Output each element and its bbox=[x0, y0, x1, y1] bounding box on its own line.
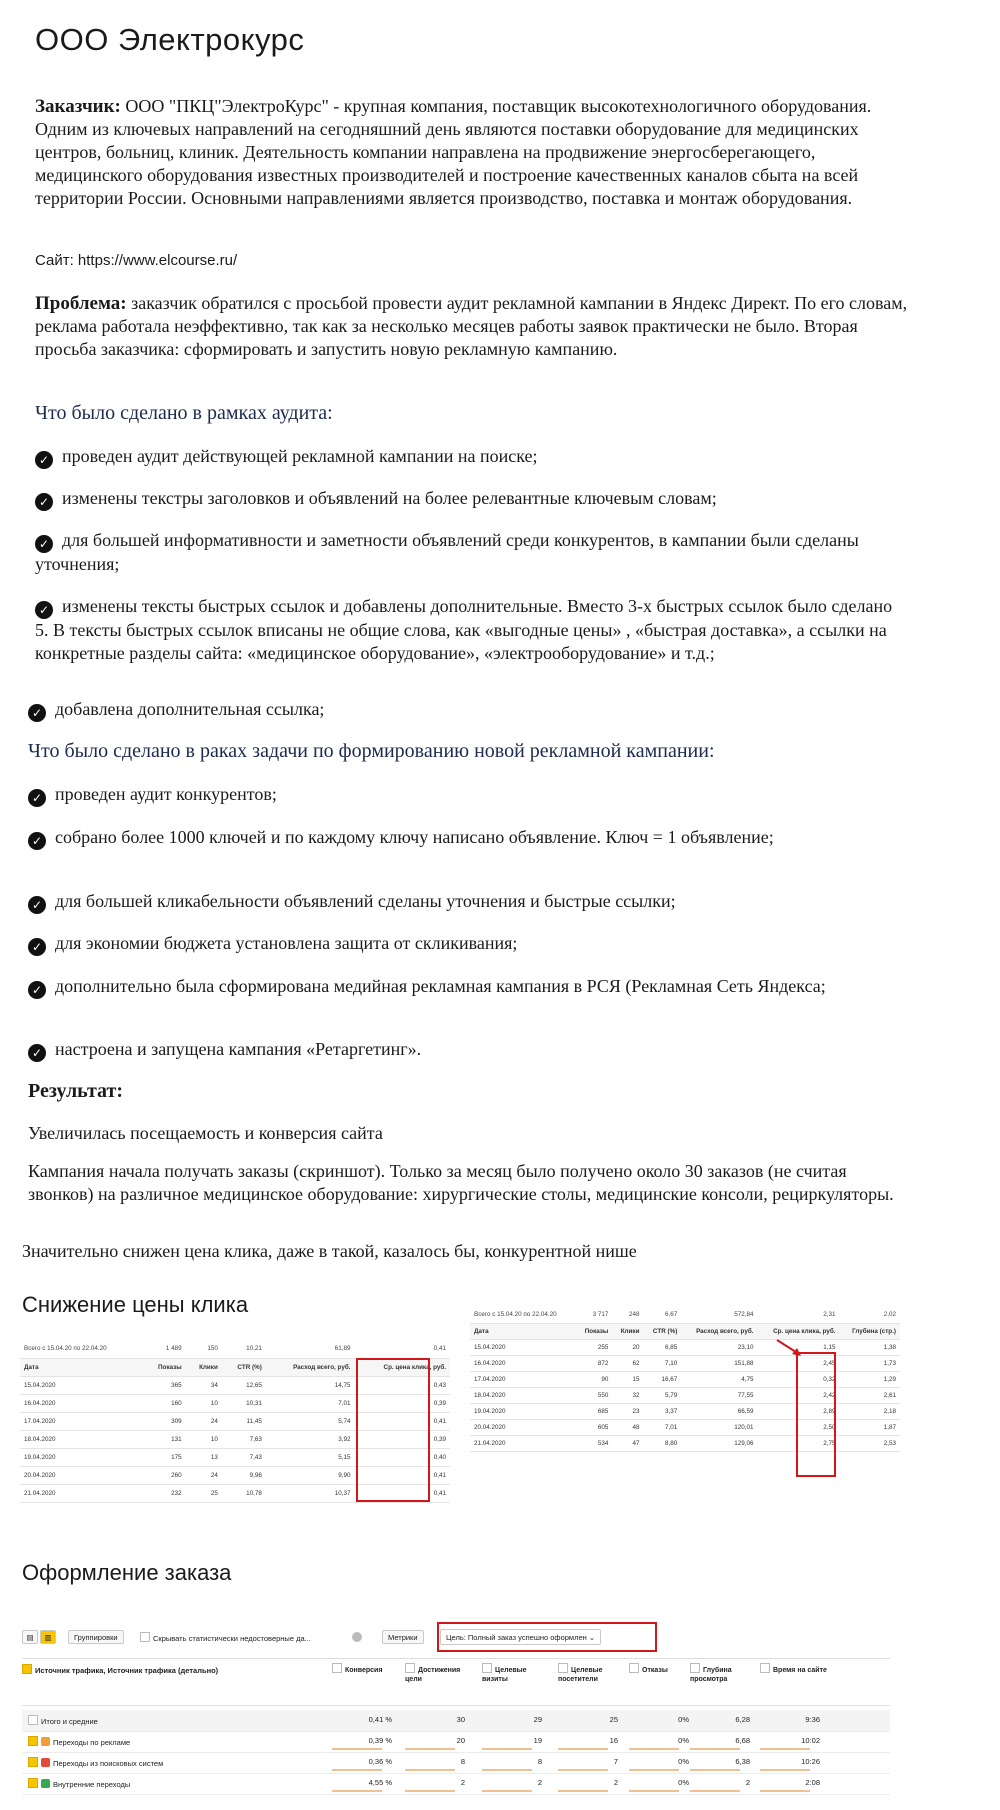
table-cell: 550 bbox=[576, 1387, 613, 1403]
checkbox[interactable] bbox=[28, 1757, 38, 1767]
column-header[interactable] bbox=[760, 1663, 828, 1675]
value-bar bbox=[760, 1769, 810, 1771]
table-cell: CTR (%) bbox=[643, 1323, 681, 1339]
checkbox[interactable] bbox=[22, 1664, 32, 1674]
row-name bbox=[28, 1715, 98, 1726]
table-cell: 0,41 bbox=[354, 1412, 450, 1430]
newcampaign-item-text: настроена и запущена кампания «Ретаргетинг». bbox=[55, 1039, 422, 1059]
table-cell: 2,31 bbox=[757, 1307, 839, 1323]
audit-item-4 bbox=[35, 595, 895, 665]
table-cell: 2 bbox=[745, 1778, 750, 1787]
table-cell: 3 717 bbox=[576, 1307, 613, 1323]
table-cell: 16,67 bbox=[643, 1371, 681, 1387]
table-cell: 3,92 bbox=[266, 1430, 355, 1448]
check-icon: ✓ bbox=[28, 1044, 46, 1062]
table-cell: 6,68 bbox=[735, 1736, 750, 1745]
checkbox[interactable] bbox=[558, 1663, 568, 1673]
table-row[interactable] bbox=[22, 1752, 890, 1774]
value-bar bbox=[690, 1790, 740, 1792]
table-cell: 19.04.2020 bbox=[470, 1403, 576, 1419]
table-cell: 6,38 bbox=[735, 1757, 750, 1766]
column-header[interactable] bbox=[482, 1663, 550, 1684]
table-cell: 47 bbox=[612, 1435, 643, 1451]
table-cell: 1 489 bbox=[143, 1340, 186, 1358]
source-icon bbox=[41, 1737, 50, 1746]
table-cell: 2,42 bbox=[757, 1387, 839, 1403]
audit-item-text: изменены текстры заголовков и объявлений на более релевантные ключевым словам; bbox=[62, 488, 717, 508]
metrics-button[interactable]: Метрики bbox=[382, 1630, 424, 1644]
table-cell: 0,39 % bbox=[368, 1736, 392, 1745]
check-icon: ✓ bbox=[35, 451, 53, 469]
table-cell: 2,75 bbox=[757, 1435, 839, 1451]
newcampaign-item-3 bbox=[28, 890, 888, 914]
table-cell: 10,31 bbox=[222, 1394, 266, 1412]
check-icon: ✓ bbox=[28, 789, 46, 807]
table-cell: 19 bbox=[533, 1736, 542, 1745]
newcampaign-item-2 bbox=[28, 826, 888, 850]
table-row[interactable] bbox=[22, 1731, 890, 1753]
newcampaign-item-text: дополнительно была сформирована медийная рекламная кампания в РСЯ (Рекламная Сеть Яндекса; bbox=[55, 976, 826, 996]
table-cell: 129,06 bbox=[681, 1435, 757, 1451]
audit-item-5 bbox=[28, 698, 888, 722]
table-cell: 12,65 bbox=[222, 1376, 266, 1394]
table-cell: 0,39 bbox=[354, 1430, 450, 1448]
table-cell: Показы bbox=[576, 1323, 613, 1339]
value-bar bbox=[332, 1769, 382, 1771]
table-cell: 2 bbox=[537, 1778, 542, 1787]
table-cell: 120,01 bbox=[681, 1419, 757, 1435]
result-p3: Значительно снижен цена клика, даже в такой, казалось бы, конкурентной нише bbox=[22, 1241, 637, 1261]
table-cell: 24 bbox=[186, 1466, 222, 1484]
table-cell: 175 bbox=[143, 1448, 186, 1466]
table-cell: 6,28 bbox=[735, 1715, 750, 1724]
value-bar bbox=[760, 1790, 810, 1792]
table-cell: 29 bbox=[533, 1715, 542, 1724]
table-cell: 255 bbox=[576, 1339, 613, 1355]
table-cell: 0,41 bbox=[354, 1340, 450, 1358]
gear-icon[interactable] bbox=[352, 1632, 362, 1642]
value-bar bbox=[482, 1769, 532, 1771]
table-cell: 7,43 bbox=[222, 1448, 266, 1466]
table-cell: 10,78 bbox=[222, 1484, 266, 1502]
table-cell: 0% bbox=[678, 1778, 689, 1787]
result-p1: Увеличилась посещаемость и конверсия сайта bbox=[28, 1123, 383, 1143]
table-cell: 34 bbox=[186, 1376, 222, 1394]
highlight-box bbox=[356, 1358, 430, 1502]
column-header[interactable] bbox=[558, 1663, 626, 1684]
hide-stats-label: Скрывать статистически недостоверные да... bbox=[153, 1634, 311, 1643]
value-bar bbox=[629, 1748, 679, 1750]
table-cell: Показы bbox=[143, 1358, 186, 1376]
table-cell: 10,21 bbox=[222, 1340, 266, 1358]
table-cell: 9:36 bbox=[805, 1715, 820, 1724]
row-label: Итого и средние bbox=[41, 1717, 98, 1726]
dimension-header[interactable] bbox=[22, 1664, 218, 1675]
table-cell: 309 bbox=[143, 1412, 186, 1430]
highlight-box bbox=[437, 1622, 657, 1652]
table-cell: 0,41 % bbox=[368, 1715, 392, 1724]
chevron-down-icon: ⌄ bbox=[588, 1633, 596, 1642]
table-cell: 0,43 bbox=[354, 1376, 450, 1394]
value-bar bbox=[558, 1769, 608, 1771]
cpc-heading: Снижение цены клика bbox=[22, 1292, 249, 1317]
value-bar bbox=[558, 1790, 608, 1792]
table-cell: Глубина (стр.) bbox=[840, 1323, 900, 1339]
table-cell: 20.04.2020 bbox=[470, 1419, 576, 1435]
table-cell: Клики bbox=[612, 1323, 643, 1339]
table-cell: 1,73 bbox=[840, 1355, 900, 1371]
table-cell: 260 bbox=[143, 1466, 186, 1484]
source-icon bbox=[41, 1779, 50, 1788]
table-cell: 20 bbox=[612, 1339, 643, 1355]
table-cell: 2,45 bbox=[757, 1355, 839, 1371]
table-cell: 2 bbox=[460, 1778, 465, 1787]
table-cell: 0% bbox=[678, 1736, 689, 1745]
checkbox[interactable] bbox=[28, 1736, 38, 1746]
table-cell: 7,10 bbox=[643, 1355, 681, 1371]
table-cell: 8,80 bbox=[643, 1435, 681, 1451]
table-cell: Всего с 15.04.20 по 22.04.20 bbox=[20, 1340, 143, 1358]
table-cell: 150 bbox=[186, 1340, 222, 1358]
newcampaign-item-text: для экономии бюджета установлена защита от скликивания; bbox=[55, 933, 518, 953]
page-title: ООО Электрокурс bbox=[35, 22, 305, 57]
table-cell: 15.04.2020 bbox=[20, 1376, 143, 1394]
table-cell: Расход всего, руб. bbox=[266, 1358, 355, 1376]
site-link[interactable]: Сайт: https://www.elcourse.ru/ bbox=[35, 252, 238, 269]
checkbox[interactable] bbox=[760, 1663, 770, 1673]
table-cell: 10:02 bbox=[801, 1736, 820, 1745]
table-cell: 17.04.2020 bbox=[470, 1371, 576, 1387]
dimension-header-label: Источник трафика, Источник трафика (детально) bbox=[35, 1666, 219, 1675]
column-header-label: Достижения цели bbox=[405, 1667, 461, 1683]
check-icon: ✓ bbox=[28, 704, 46, 722]
row-name bbox=[28, 1757, 163, 1768]
value-bar bbox=[405, 1790, 455, 1792]
table-cell: 0,40 bbox=[354, 1448, 450, 1466]
audit-item-1 bbox=[35, 445, 895, 469]
metrika-report bbox=[0, 1620, 1000, 1810]
value-bar bbox=[760, 1748, 810, 1750]
table-cell: 534 bbox=[576, 1435, 613, 1451]
cpc-table-left bbox=[20, 1340, 450, 1503]
checkbox[interactable] bbox=[629, 1663, 639, 1673]
check-icon: ✓ bbox=[28, 981, 46, 999]
column-header-label: Время на сайте bbox=[773, 1667, 827, 1674]
newcampaign-heading: Что было сделано в раках задачи по формированию новой рекламной кампании: bbox=[28, 740, 715, 762]
column-header-label: Глубина просмотра bbox=[690, 1667, 732, 1683]
checkbox[interactable] bbox=[28, 1778, 38, 1788]
result-p2: Кампания начала получать заказы (скриншот). Только за месяц было получено около 30 заказов (не считая звонков) на различное медицинское оборудование: хирургические столы, медицинские консоли, рециркуляторы. bbox=[28, 1161, 894, 1204]
order-heading: Оформление заказа bbox=[22, 1560, 232, 1585]
newcampaign-item-1 bbox=[28, 783, 888, 807]
checkbox[interactable] bbox=[332, 1663, 342, 1673]
check-icon: ✓ bbox=[35, 535, 53, 553]
table-cell: 16.04.2020 bbox=[20, 1394, 143, 1412]
newcampaign-item-text: проведен аудит конкурентов; bbox=[55, 784, 277, 804]
hide-stats-toggle[interactable] bbox=[140, 1632, 311, 1643]
newcampaign-item-text: собрано более 1000 ключей и по каждому ключу написано объявление. Ключ = 1 объявление; bbox=[55, 827, 774, 847]
table-cell: 10 bbox=[186, 1430, 222, 1448]
value-bar bbox=[405, 1769, 455, 1771]
red-arrow-icon bbox=[775, 1337, 805, 1359]
result-heading: Результат: bbox=[28, 1080, 124, 1102]
value-bar bbox=[558, 1748, 608, 1750]
table-cell: 572,84 bbox=[681, 1307, 757, 1323]
value-bar bbox=[332, 1790, 382, 1792]
audit-item-3 bbox=[35, 529, 895, 576]
table-cell: 66,59 bbox=[681, 1403, 757, 1419]
table-cell: 20.04.2020 bbox=[20, 1466, 143, 1484]
table-cell: 2,18 bbox=[840, 1403, 900, 1419]
table-cell: 9,96 bbox=[222, 1466, 266, 1484]
table-cell: 5,15 bbox=[266, 1448, 355, 1466]
table-view-icon[interactable]: ▤ bbox=[22, 1630, 38, 1644]
table-cell: 11,45 bbox=[222, 1412, 266, 1430]
value-bar bbox=[690, 1748, 740, 1750]
table-cell: 0,41 bbox=[354, 1484, 450, 1502]
checkbox[interactable] bbox=[28, 1715, 38, 1725]
audit-item-text: изменены тексты быстрых ссылок и добавлены дополнительные. Вместо 3-х быстрых ссылок было сделано 5. В тексты быстрых ссылок вписаны не общие слова, как «выгодные цены» , «быстрая доставка», а ссылки на конкретные разделы сайта: «медицинское оборудование», «электрооборудование» и т.д.; bbox=[35, 596, 893, 663]
table-cell: 77,55 bbox=[681, 1387, 757, 1403]
table-cell: 6,67 bbox=[643, 1307, 681, 1323]
row-label: Переходы по рекламе bbox=[53, 1738, 131, 1747]
chart-view-icon[interactable]: ▥ bbox=[40, 1630, 56, 1644]
table-cell: 10:26 bbox=[801, 1757, 820, 1766]
row-label: Внутренние переходы bbox=[53, 1780, 131, 1789]
column-header[interactable] bbox=[690, 1663, 758, 1684]
table-cell: 4,55 % bbox=[368, 1778, 392, 1787]
column-header[interactable] bbox=[629, 1663, 697, 1675]
table-cell: 2,02 bbox=[840, 1307, 900, 1323]
cpc-table-right bbox=[470, 1307, 900, 1452]
row-label: Переходы из поисковых систем bbox=[53, 1759, 164, 1768]
client-text: ООО "ПКЦ"ЭлектроКурс" - крупная компания, поставщик высокотехнологичного оборудования. Одним из ключевых направлений на сегодняшний день являются поставки оборудование для медицинских центров, больниц, клиник. Деятельность компании направлена на продвижение энергосберегающего, медицинского оборудования известных производителей и построение качественных каналов сбыта на всей территории России. Основными направлениями является производство, поставка и монтаж оборудования. bbox=[35, 96, 872, 208]
table-cell: 151,88 bbox=[681, 1355, 757, 1371]
newcampaign-item-4 bbox=[28, 932, 888, 956]
table-cell: 5,79 bbox=[643, 1387, 681, 1403]
table-cell: 605 bbox=[576, 1419, 613, 1435]
table-cell: 48 bbox=[612, 1419, 643, 1435]
group-button[interactable]: Группировки bbox=[68, 1630, 124, 1644]
audit-item-text: проведен аудит действующей рекламной кампании на поиске; bbox=[62, 446, 538, 466]
checkbox[interactable] bbox=[690, 1663, 700, 1673]
table-cell: 20 bbox=[456, 1736, 465, 1745]
audit-item-text: для большей информативности и заметности объявлений среди конкурентов, в кампании были сделаны уточнения; bbox=[35, 530, 859, 574]
row-name bbox=[28, 1736, 130, 1747]
table-cell: 62 bbox=[612, 1355, 643, 1371]
table-cell: 248 bbox=[612, 1307, 643, 1323]
table-cell: 23 bbox=[612, 1403, 643, 1419]
problem-text: заказчик обратился с просьбой провести аудит рекламной кампании в Яндекс Директ. По его словам, реклама работала неэффективно, так как за несколько месяцев работы заявок практически не было. Вторая просьба заказчика: сформировать и запустить новую рекламную кампанию. bbox=[35, 293, 908, 359]
column-header-label: Отказы bbox=[642, 1667, 668, 1674]
table-cell: Ср. цена клика, руб. bbox=[757, 1323, 839, 1339]
table-cell: 10,37 bbox=[266, 1484, 355, 1502]
table-cell: 131 bbox=[143, 1430, 186, 1448]
table-cell: 21.04.2020 bbox=[470, 1435, 576, 1451]
column-header-label: Целевые визиты bbox=[482, 1667, 527, 1683]
table-cell: 10 bbox=[186, 1394, 222, 1412]
table-cell: 24 bbox=[186, 1412, 222, 1430]
table-cell: 872 bbox=[576, 1355, 613, 1371]
value-bar bbox=[482, 1790, 532, 1792]
client-label: Заказчик: bbox=[35, 96, 121, 117]
table-cell: Всего с 15.04.20 по 22.04.20 bbox=[470, 1307, 576, 1323]
table-cell: 18.04.2020 bbox=[470, 1387, 576, 1403]
table-cell: Клики bbox=[186, 1358, 222, 1376]
table-cell: 0,39 bbox=[354, 1394, 450, 1412]
table-cell: 365 bbox=[143, 1376, 186, 1394]
table-cell: 0% bbox=[678, 1757, 689, 1766]
metrika-header bbox=[22, 1658, 890, 1706]
source-icon bbox=[41, 1758, 50, 1767]
column-header[interactable] bbox=[332, 1663, 400, 1675]
table-cell: 15.04.2020 bbox=[470, 1339, 576, 1355]
column-header[interactable] bbox=[405, 1663, 473, 1684]
table-row[interactable] bbox=[22, 1773, 890, 1795]
value-bar bbox=[405, 1748, 455, 1750]
table-cell: 2,61 bbox=[840, 1387, 900, 1403]
checkbox[interactable] bbox=[482, 1663, 492, 1673]
table-cell: 13 bbox=[186, 1448, 222, 1466]
table-cell: 2 bbox=[613, 1778, 618, 1787]
value-bar bbox=[332, 1748, 382, 1750]
value-bar bbox=[690, 1769, 740, 1771]
table-cell: 16.04.2020 bbox=[470, 1355, 576, 1371]
table-cell: 5,74 bbox=[266, 1412, 355, 1430]
check-icon: ✓ bbox=[28, 896, 46, 914]
table-cell: 19.04.2020 bbox=[20, 1448, 143, 1466]
audit-item-text: добавлена дополнительная ссылка; bbox=[55, 699, 325, 719]
audit-item-2 bbox=[35, 487, 895, 511]
table-cell: 17.04.2020 bbox=[20, 1412, 143, 1430]
column-header-label: Целевые посетители bbox=[558, 1667, 603, 1683]
table-cell: 685 bbox=[576, 1403, 613, 1419]
table-cell: 0% bbox=[678, 1715, 689, 1724]
checkbox[interactable] bbox=[140, 1632, 150, 1642]
table-cell: 7 bbox=[613, 1757, 618, 1766]
table-cell: 2,53 bbox=[840, 1435, 900, 1451]
table-cell: 2,50 bbox=[757, 1419, 839, 1435]
table-cell: Дата bbox=[470, 1323, 576, 1339]
table-cell: 160 bbox=[143, 1394, 186, 1412]
table-cell: Расход всего, руб. bbox=[681, 1323, 757, 1339]
table-cell: 7,63 bbox=[222, 1430, 266, 1448]
table-cell: 61,89 bbox=[266, 1340, 355, 1358]
table-cell: 2:08 bbox=[805, 1778, 820, 1787]
table-cell: 1,38 bbox=[840, 1339, 900, 1355]
table-cell: 9,90 bbox=[266, 1466, 355, 1484]
table-cell: 18.04.2020 bbox=[20, 1430, 143, 1448]
table-cell: 1,87 bbox=[840, 1419, 900, 1435]
table-cell: 15 bbox=[612, 1371, 643, 1387]
table-total-row bbox=[470, 1307, 900, 1323]
highlight-box bbox=[796, 1352, 836, 1477]
table-cell: 23,10 bbox=[681, 1339, 757, 1355]
table-cell: 21.04.2020 bbox=[20, 1484, 143, 1502]
check-icon: ✓ bbox=[35, 493, 53, 511]
problem-label: Проблема: bbox=[35, 293, 127, 314]
table-total-row bbox=[20, 1340, 450, 1358]
table-cell: Ср. цена клика, руб. bbox=[354, 1358, 450, 1376]
check-icon: ✓ bbox=[28, 832, 46, 850]
check-icon: ✓ bbox=[35, 601, 53, 619]
newcampaign-item-text: для большей кликабельности объявлений сделаны уточнения и быстрые ссылки; bbox=[55, 891, 676, 911]
client-paragraph bbox=[35, 95, 915, 210]
table-cell: 16 bbox=[609, 1736, 618, 1745]
value-bar bbox=[482, 1748, 532, 1750]
table-cell: 25 bbox=[186, 1484, 222, 1502]
value-bar bbox=[629, 1790, 679, 1792]
table-cell: CTR (%) bbox=[222, 1358, 266, 1376]
checkbox[interactable] bbox=[405, 1663, 415, 1673]
table-cell: 90 bbox=[576, 1371, 613, 1387]
problem-paragraph bbox=[35, 292, 915, 361]
table-cell: 14,75 bbox=[266, 1376, 355, 1394]
table-cell: 3,37 bbox=[643, 1403, 681, 1419]
table-cell: Дата bbox=[20, 1358, 143, 1376]
value-bar bbox=[629, 1769, 679, 1771]
table-cell: 4,75 bbox=[681, 1371, 757, 1387]
table-cell: 25 bbox=[609, 1715, 618, 1724]
table-cell: 6,85 bbox=[643, 1339, 681, 1355]
table-row[interactable] bbox=[22, 1710, 890, 1732]
newcampaign-item-6 bbox=[28, 1038, 888, 1062]
table-cell: 8 bbox=[537, 1757, 542, 1766]
table-cell: 8 bbox=[460, 1757, 465, 1766]
newcampaign-item-5 bbox=[28, 975, 908, 999]
audit-heading: Что было сделано в рамках аудита: bbox=[35, 402, 333, 424]
table-cell: 2,89 bbox=[757, 1403, 839, 1419]
table-header-row bbox=[470, 1323, 900, 1339]
table-cell: 7,01 bbox=[266, 1394, 355, 1412]
table-cell: 232 bbox=[143, 1484, 186, 1502]
check-icon: ✓ bbox=[28, 938, 46, 956]
table-cell: 7,01 bbox=[643, 1419, 681, 1435]
column-header-label: Конверсия bbox=[345, 1667, 383, 1674]
table-cell: 1,29 bbox=[840, 1371, 900, 1387]
table-cell: 30 bbox=[456, 1715, 465, 1724]
table-cell: 0,36 % bbox=[368, 1757, 392, 1766]
table-cell: 0,32 bbox=[757, 1371, 839, 1387]
table-cell: 32 bbox=[612, 1387, 643, 1403]
row-name bbox=[28, 1778, 130, 1789]
table-cell: 0,41 bbox=[354, 1466, 450, 1484]
goal-select-value: Цель: Полный заказ успешно оформлен bbox=[446, 1633, 587, 1642]
table-cell: 1,15 bbox=[757, 1339, 839, 1355]
